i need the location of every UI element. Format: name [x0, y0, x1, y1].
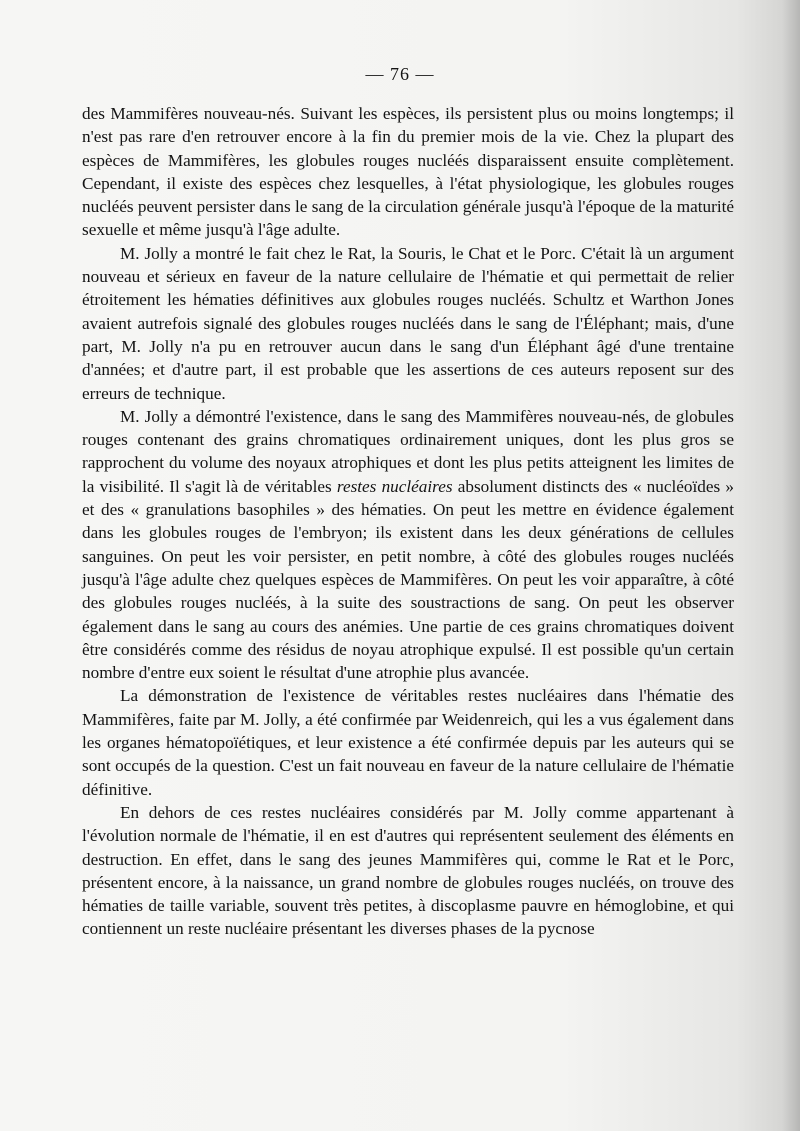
page-number: — 76 —: [365, 64, 435, 84]
paragraph-3-italic-term: restes nucléaires: [336, 476, 453, 496]
paragraph-2: [82, 242, 734, 405]
paragraph-4-text: La démonstration de l'existence de véritables restes nucléaires dans l'hématie des Mammifères, faite par M. Jolly, a été confirmée par Weidenreich, qui les a vus également dans les organes hématopoïétiques, et leur existence a été confirmée depuis par les auteurs qui se sont occupés de la question. C'est un fait nouveau en faveur de la nature cellulaire de l'hématie définitive.: [82, 686, 734, 799]
paragraph-4: [82, 684, 734, 800]
paragraph-1: [82, 102, 734, 242]
paragraph-3: [82, 405, 734, 685]
paragraph-5-text: En dehors de ces restes nucléaires considérés par M. Jolly comme appartenant à l'évolution normale de l'hématie, il en est d'autres qui représentent seulement des éléments en destruction. En effet, dans le sang des jeunes Mammifères qui, comme le Rat et le Porc, présentent encore, à la naissance, un grand nombre de globules rouges nucléés, on trouve des hématies de taille variable, souvent très petites, à discoplasme pauvre en hémoglobine, et qui contiennent un reste nucléaire présentant les diverses phases de la pycnose: [82, 802, 734, 939]
paragraph-3-text-a: M. Jolly a démontré l'existence, dans le sang des Mammifères nouveau-nés, de globules rouges contenant des grains chromatiques ordinairement uniques, dont les plus gros se rapprochent du volume des noyaux atrophiques et dont les plus petits atteignent les limites de la visibilité. Il s'agit là de véritables: [82, 406, 734, 496]
page-edge-shadow: [782, 0, 800, 1131]
paragraph-5: [82, 801, 734, 941]
body-text: [82, 102, 734, 941]
paragraph-3-text-b: absolument distincts des « nucléoïdes » et des « granulations basophiles » des hématies. On peut les mettre en évidence également dans les globules rouges de l'embryon; ils existent dans les deux générations de cellules sanguines. On peut les voir persister, en petit nombre, à côté des globules rouges nucléés jusqu'à l'âge adulte chez quelques espèces de Mammifères. On peut les voir apparaître, à côté des globules rouges nucléés, à la suite des soustractions de sang. On peut les observer également dans le sang au cours des anémies. Une partie de ces grains chromatiques doivent être considérés comme des résidus de noyau atrophique expulsé. Il est possible qu'un certain nombre d'entre eux soient le résultat d'une atrophie plus avancée.: [82, 476, 734, 683]
paragraph-2-text: M. Jolly a montré le fait chez le Rat, la Souris, le Chat et le Porc. C'était là un argument nouveau et sérieux en faveur de la nature cellulaire de l'hématie et qui permettait de relier étroitement les hématies définitives aux globules rouges nucléés. Schultz et Warthon Jones avaient autrefois signalé des globules rouges nucléés dans le sang de l'Éléphant; mais, d'une part, M. Jolly n'a pu en retrouver aucun dans le sang d'un Éléphant âgé d'une trentaine d'années; et d'autre part, il est probable que les assertions de ces auteurs reposent sur des erreurs de technique.: [82, 243, 734, 403]
paragraph-1-text: des Mammifères nouveau-nés. Suivant les espèces, ils persistent plus ou moins longtemps; il n'est pas rare d'en retrouver encore à la fin du premier mois de la vie. Chez la plupart des espèces de Mammifères, les globules rouges nucléés disparaissent ensuite complètement. Cependant, il existe des espèces chez lesquelles, à l'état physiologique, les globules rouges nucléés peuvent persister dans le sang de la circulation générale jusqu'à l'époque de la maturité sexuelle et même jusqu'à l'âge adulte.: [82, 104, 734, 240]
